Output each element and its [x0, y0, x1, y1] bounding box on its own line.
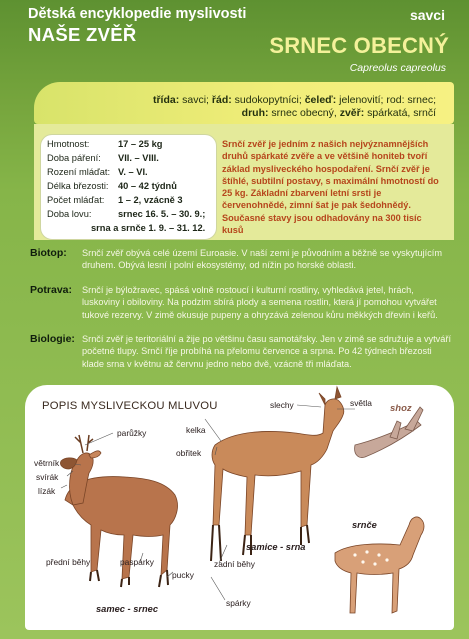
taxonomy-order-value: sudokopytníci;	[231, 94, 305, 106]
label-samice: samice - srna	[246, 542, 306, 552]
fact-value: 17 – 25 kg	[118, 139, 163, 149]
label-lizak: lízák	[38, 486, 56, 496]
fact-value: V. – VI.	[118, 167, 148, 177]
label-vetrnik: větrník	[34, 458, 60, 468]
intro-text: Srnčí zvěř je jedním z našich nejvýznamnějších druhů spárkaté zvěře a ve většině honiteb tvoří základ mysliveckého hospodaření. Srnčí zvěř je štíhlé, subtilní postavy, s maximální hmotností do 25 kg. Základní zbarvení letní srsti je červenohnědé, zimní šat je pak šedohnědý. Současné stavy jsou odhadovány na 300 tisíc kusů	[222, 139, 439, 236]
label-srnce: srnče	[352, 520, 377, 530]
taxonomy-family-value: jelenovití; rod: srnec;	[336, 94, 436, 106]
taxonomy-game-key: zvěř:	[339, 107, 365, 119]
series-title: Dětská encyklopedie myslivosti	[28, 6, 247, 22]
label-slechy: slechy	[270, 400, 294, 410]
label-zadni-behy: zadní běhy	[214, 559, 255, 569]
deer-illustration	[25, 385, 454, 630]
category-label: savci	[409, 7, 445, 23]
taxonomy-order-key: řád:	[211, 94, 232, 106]
fact-row	[91, 223, 205, 233]
fact-row	[47, 139, 162, 149]
section-label: Biologie:	[30, 333, 75, 345]
label-pasparky: paspárky	[120, 557, 154, 567]
label-parusky: parůžky	[117, 428, 147, 438]
fact-row	[47, 167, 148, 177]
fact-value: 1 – 2, vzácně 3	[118, 195, 183, 205]
label-kelka: kelka	[186, 425, 206, 435]
figure-title: POPIS MYSLIVECKOU MLUVOU	[42, 400, 218, 412]
taxonomy-box	[34, 82, 454, 124]
taxonomy-class-value: savci;	[179, 94, 212, 106]
label-obritek: obřitek	[176, 448, 202, 458]
label-svirak: svírák	[36, 472, 59, 482]
fact-value: srna a srnče 1. 9. – 31. 12.	[91, 223, 206, 233]
taxonomy-family-key: čeleď:	[304, 94, 337, 106]
fact-row	[47, 209, 205, 219]
taxonomy-species-value: srnec obecný,	[268, 107, 340, 119]
facts-table	[40, 134, 217, 240]
fact-value: 40 – 42 týdnů	[118, 181, 177, 191]
label-pucky: pucky	[172, 570, 194, 580]
section-text: Srnčí zvěř obývá celé území Euroasie. V naší zemi je původním a běžně se vyskytujícím druhem. Obývá lesní i polní ekosystémy, od nížin po horské oblasti.	[82, 248, 442, 271]
fact-value: srnec 16. 5. – 30. 9.;	[118, 209, 206, 219]
taxonomy-class-key: třída:	[152, 94, 180, 106]
taxonomy-species-key: druh:	[241, 107, 269, 119]
taxonomy-line-2	[242, 107, 436, 119]
fact-key: Doba páření:	[47, 153, 101, 163]
fact-key: Délka březosti:	[47, 181, 109, 191]
section-text: Srnčí zvěř je teritoriální a žije po většinu času samotářsky. Jen v zimě se sdružuje a vytváří početné tlupy. Srnčí říje probíhá na přelomu července a srpna. Po 42 týdnech březosti klade srna v květnu až červnu jedno nebo dvě, vzácně tři mláďata.	[82, 334, 452, 369]
taxonomy-line-1	[153, 94, 436, 106]
fact-key: Počet mláďat:	[47, 195, 105, 205]
section-label: Biotop:	[30, 247, 67, 259]
doe-illustration	[211, 387, 344, 561]
taxonomy-game-value: spárkatá, srnčí	[364, 107, 436, 119]
antler-illustration	[355, 407, 423, 458]
fawn-illustration	[335, 517, 424, 613]
fact-key: Doba lovu:	[47, 209, 92, 219]
label-samec: samec - srnec	[96, 604, 159, 614]
label-sparky: spárky	[226, 598, 251, 608]
section-label: Potrava:	[30, 284, 73, 296]
fact-row	[47, 195, 183, 205]
section-text: Srnčí je býložravec, spásá volně rostoucí i kulturní rostliny, vyhledává jetel, hrách, luskoviny i obiloviny. Na podzim sbírá plody a semena rostlin, která jí pomohou vytvářet tukové rezervy. V zimě okusuje pupeny a ohryzává zelenou kůru měkkých dřevin i keřů.	[82, 285, 438, 320]
label-predni-behy: přední běhy	[46, 557, 91, 567]
latin-name: Capreolus capreolus	[349, 62, 446, 74]
species-name: SRNEC OBECNÝ	[269, 33, 449, 58]
fact-row	[47, 181, 177, 191]
fact-value: VII. – VIII.	[118, 153, 159, 163]
fact-key: Hmotnost:	[47, 139, 90, 149]
fact-key: Rození mláďat:	[47, 167, 111, 177]
label-shoz: shoz	[390, 403, 412, 414]
page-title: NAŠE ZVĚŘ	[28, 24, 137, 45]
fact-row	[47, 153, 159, 163]
label-svetla: světla	[350, 398, 372, 408]
